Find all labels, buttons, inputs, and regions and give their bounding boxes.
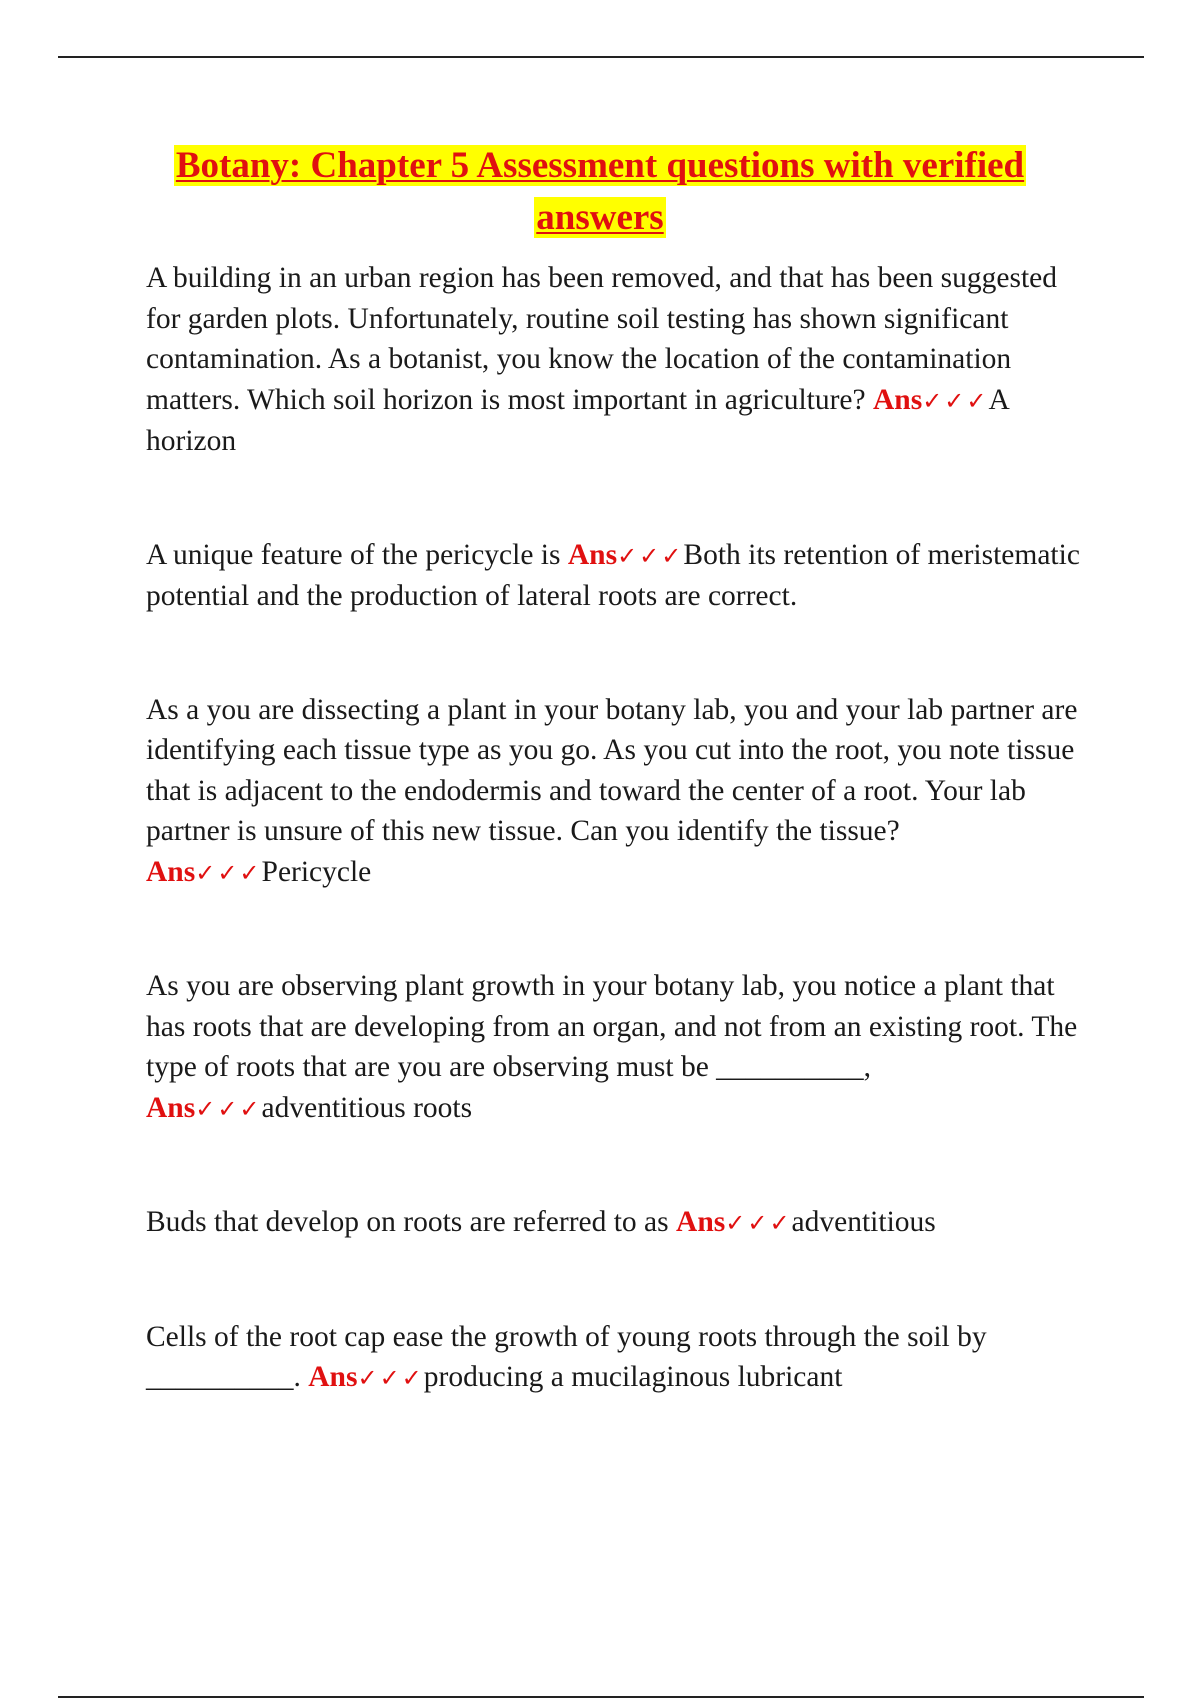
question-text: Cells of the root cap ease the growth of young roots through the soil by __________.: [146, 1320, 987, 1393]
header-rule: [58, 56, 1144, 58]
footer-rule: [58, 1696, 1144, 1698]
answer-text: adventitious roots: [261, 1091, 473, 1124]
answer-marker: Ans: [872, 383, 923, 416]
question-text: As a you are dissecting a plant in your botany lab, you and your lab partner are identifying each tissue type as you go. As you cut into the root, you note tissue that is adjacent to the endodermis and toward the center of a root. Your lab partner is unsure of this new tissue. Can you identify the tissue?: [146, 693, 1078, 847]
question-text: A building in an urban region has been removed, and that has been suggested for garden plots. Unfortunately, routine soil testing has shown significant contamination. As a botanist, you know the location of the contamination matters. Which soil horizon is most important in agriculture?: [146, 262, 1057, 416]
answer-marker: Ans: [676, 1206, 726, 1238]
check-mark-icon: ✓✓✓: [617, 541, 684, 570]
answer-text: Pericycle: [261, 855, 372, 888]
check-mark-icon: ✓✓✓: [922, 386, 989, 415]
answer-marker: Ans: [308, 1361, 358, 1393]
qa-item-6: [146, 1317, 1086, 1399]
qa-item-2: [146, 535, 1086, 617]
check-mark-icon: ✓✓✓: [357, 1364, 424, 1392]
question-text: A unique feature of the pericycle is: [146, 538, 568, 571]
answer-text: producing a mucilaginous lubricant: [423, 1361, 843, 1393]
question-text: As you are observing plant growth in your botany lab, you notice a plant that has roots that are developing from an organ, and not from an existing root. The type of roots that are you are observing must be __________,: [146, 970, 1078, 1083]
answer-marker: Ans: [567, 538, 618, 571]
answer-text: Both its retention of meristematic potential and the production of lateral roots are correct.: [146, 538, 1080, 612]
question-text: Buds that develop on roots are referred to as: [146, 1206, 677, 1238]
answer-text: adventitious: [791, 1206, 936, 1238]
check-mark-icon: ✓✓✓: [195, 858, 262, 887]
answer-marker: Ans: [146, 1091, 196, 1124]
check-mark-icon: ✓✓✓: [195, 1094, 262, 1123]
qa-item-3: [146, 690, 1086, 894]
qa-item-5: [146, 1202, 1086, 1244]
check-mark-icon: ✓✓✓: [725, 1209, 792, 1237]
qa-item-4: [146, 966, 1086, 1129]
title-line-1: Botany: Chapter 5 Assessment questions with verified: [175, 145, 1025, 186]
qa-list: [146, 258, 1086, 1399]
answer-text: A horizon: [146, 383, 1009, 457]
title-line-2: answers: [536, 197, 664, 238]
document-title: [120, 140, 1080, 244]
answer-marker: Ans: [146, 855, 196, 888]
qa-item-1: [146, 258, 1086, 462]
